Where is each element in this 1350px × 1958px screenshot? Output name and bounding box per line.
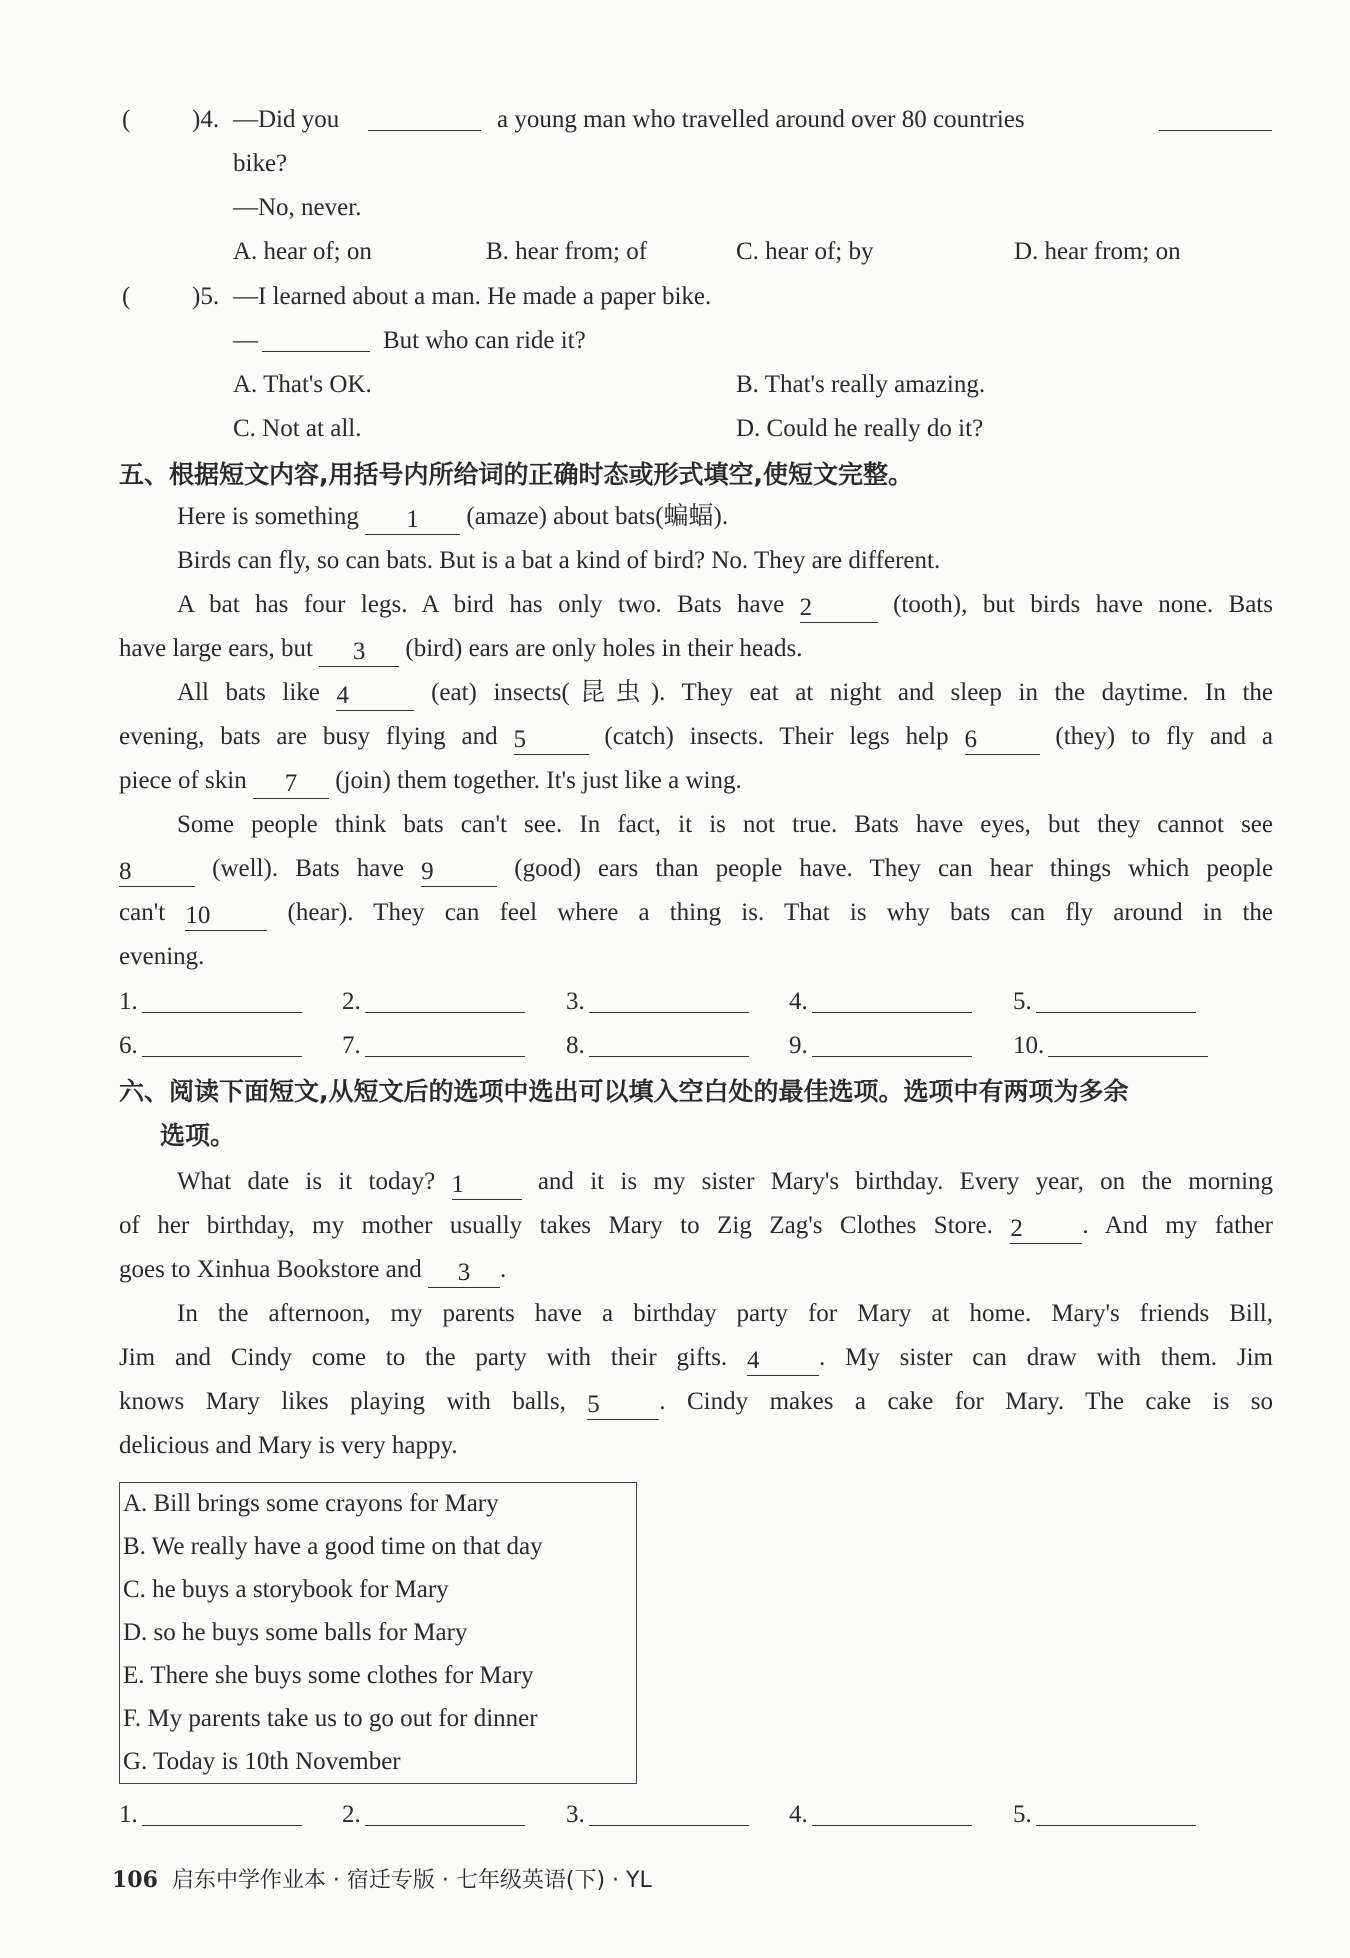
s6-answer-3[interactable]: 3. bbox=[566, 1795, 749, 1835]
q5-stem-b: But who can ride it? bbox=[383, 327, 586, 354]
option-b: B. We really have a good time on that day bbox=[123, 1533, 543, 1560]
q5-stem: —I learned about a man. He made a paper bike. bbox=[233, 283, 712, 310]
q4-stem-c: bike? bbox=[233, 150, 288, 177]
q5-option-a: A. That's OK. bbox=[233, 371, 372, 398]
s5-blank-9: 9 bbox=[421, 860, 497, 887]
q4-paren: ( bbox=[122, 106, 131, 133]
s5-line-5: All bats like 4 (eat) insects(昆虫). They eat at night and sleep in the daytime. In the bbox=[177, 679, 1273, 709]
q5-paren: ( bbox=[122, 283, 131, 310]
answer-line[interactable] bbox=[365, 1030, 525, 1057]
s5-line-3: A bat has four legs. A bird has only two. Bats have 2 (tooth), but birds have none. Bats bbox=[177, 591, 1273, 621]
page-footer bbox=[112, 1864, 652, 1897]
book-title: 启东中学作业本 · 宿迁专版 · 七年级英语(下) · YL bbox=[171, 1868, 652, 1893]
option-e: E. There she buys some clothes for Mary bbox=[123, 1662, 534, 1689]
s6-blank-2: 2 bbox=[1010, 1217, 1082, 1244]
s6-blank-3: 3 bbox=[428, 1261, 500, 1288]
s5-blank-6: 6 bbox=[965, 728, 1040, 755]
s6-answer-4[interactable]: 4. bbox=[789, 1795, 972, 1835]
answer-line[interactable] bbox=[589, 1030, 749, 1057]
s5-blank-5: 5 bbox=[514, 728, 589, 755]
s5-line-2: Birds can fly, so can bats. But is a bat a kind of bird? No. They are different. bbox=[177, 547, 941, 574]
q4-option-c: C. hear of; by bbox=[736, 238, 874, 265]
answer-line[interactable] bbox=[1036, 986, 1196, 1013]
s5-answer-3[interactable]: 3. bbox=[566, 982, 749, 1022]
option-a: A. Bill brings some crayons for Mary bbox=[123, 1490, 499, 1517]
s5-blank-7: 7 bbox=[253, 772, 329, 799]
section5-heading: 五、根据短文内容,用括号内所给词的正确时态或形式填空,使短文完整。 bbox=[119, 460, 913, 489]
s6-line-1: What date is it today? 1 and it is my sister Mary's birthday. Every year, on the morning bbox=[177, 1168, 1274, 1198]
s5-line-9: 8 (well). Bats have 9 (good) ears than people have. They can hear things which people bbox=[119, 855, 1274, 885]
s5-line-10: can't 10 (hear). They can feel where a thing is. That is why bats can fly around in the bbox=[119, 899, 1274, 929]
q5-option-c: C. Not at all. bbox=[233, 415, 362, 442]
s5-line-4: have large ears, but 3 (bird) ears are only holes in their heads. bbox=[119, 635, 803, 665]
q4-blank-2 bbox=[1159, 100, 1272, 140]
s6-answer-5[interactable]: 5. bbox=[1013, 1795, 1196, 1835]
s6-blank-5: 5 bbox=[587, 1393, 659, 1420]
q5-option-d: D. Could he really do it? bbox=[736, 415, 984, 442]
option-f: F. My parents take us to go out for dinner bbox=[123, 1705, 538, 1732]
option-g: G. Today is 10th November bbox=[123, 1748, 401, 1775]
s6-line-7: delicious and Mary is very happy. bbox=[119, 1432, 458, 1459]
q5-number: )5. bbox=[192, 283, 220, 310]
s5-blank-8: 8 bbox=[119, 860, 195, 887]
answer-line[interactable] bbox=[142, 986, 302, 1013]
s5-line-11: evening. bbox=[119, 943, 205, 970]
answer-line[interactable] bbox=[142, 1799, 302, 1826]
q4-stem-b: a young man who travelled around over 80 countries bbox=[497, 106, 1025, 133]
s6-answer-1[interactable]: 1. bbox=[119, 1795, 302, 1835]
s5-blank-1: 1 bbox=[365, 508, 460, 535]
q5-option-b: B. That's really amazing. bbox=[736, 371, 986, 398]
s5-answer-10[interactable]: 10. bbox=[1013, 1026, 1208, 1066]
q5-blank bbox=[262, 321, 370, 361]
q4-blank-1 bbox=[368, 100, 481, 140]
s6-line-4: In the afternoon, my parents have a birthday party for Mary at home. Mary's friends Bill, bbox=[177, 1300, 1273, 1327]
answer-line[interactable] bbox=[812, 986, 972, 1013]
answer-line[interactable] bbox=[142, 1030, 302, 1057]
s5-answer-1[interactable]: 1. bbox=[119, 982, 302, 1022]
s5-answer-9[interactable]: 9. bbox=[789, 1026, 972, 1066]
q5-dash: — bbox=[233, 327, 258, 354]
s5-answer-5[interactable]: 5. bbox=[1013, 982, 1196, 1022]
s5-blank-10: 10 bbox=[185, 904, 267, 931]
s6-answer-2[interactable]: 2. bbox=[342, 1795, 525, 1835]
q4-option-d: D. hear from; on bbox=[1014, 238, 1181, 265]
s5-line-1: Here is something 1 (amaze) about bats(蝙蝠). bbox=[177, 503, 729, 533]
s5-answer-4[interactable]: 4. bbox=[789, 982, 972, 1022]
page-number: 106 bbox=[112, 1867, 158, 1893]
answer-line[interactable] bbox=[589, 1799, 749, 1826]
s6-line-5: Jim and Cindy come to the party with their gifts. 4 . My sister can draw with them. Jim bbox=[119, 1344, 1273, 1374]
options-box bbox=[119, 1482, 637, 1784]
option-d: D. so he buys some balls for Mary bbox=[123, 1619, 468, 1646]
q4-option-a: A. hear of; on bbox=[233, 238, 372, 265]
section6-heading-cont: 选项。 bbox=[160, 1121, 236, 1150]
s5-answer-7[interactable]: 7. bbox=[342, 1026, 525, 1066]
option-c: C. he buys a storybook for Mary bbox=[123, 1576, 449, 1603]
s5-blank-4: 4 bbox=[336, 684, 414, 711]
s5-line-8: Some people think bats can't see. In fact, it is not true. Bats have eyes, but they cannot see bbox=[177, 811, 1273, 838]
s5-line-7: piece of skin 7 (join) them together. It's just like a wing. bbox=[119, 767, 742, 797]
s5-answer-2[interactable]: 2. bbox=[342, 982, 525, 1022]
q4-stem-a: —Did you bbox=[233, 106, 340, 133]
q4-reply: —No, never. bbox=[233, 194, 362, 221]
s6-line-2: of her birthday, my mother usually takes Mary to Zig Zag's Clothes Store. 2 . And my father bbox=[119, 1212, 1273, 1242]
q4-option-b: B. hear from; of bbox=[486, 238, 648, 265]
answer-line[interactable] bbox=[589, 986, 749, 1013]
s5-blank-3: 3 bbox=[319, 640, 399, 667]
answer-line[interactable] bbox=[1048, 1030, 1208, 1057]
answer-line[interactable] bbox=[365, 1799, 525, 1826]
answer-line[interactable] bbox=[1036, 1799, 1196, 1826]
answer-line[interactable] bbox=[812, 1799, 972, 1826]
s6-blank-1: 1 bbox=[452, 1173, 522, 1200]
section6-heading: 六、阅读下面短文,从短文后的选项中选出可以填入空白处的最佳选项。选项中有两项为多余 bbox=[119, 1077, 1129, 1106]
s5-line-6: evening, bats are busy flying and 5 (catch) insects. Their legs help 6 (they) to fly and a bbox=[119, 723, 1274, 753]
s5-answer-6[interactable]: 6. bbox=[119, 1026, 302, 1066]
answer-line[interactable] bbox=[812, 1030, 972, 1057]
s6-line-6: knows Mary likes playing with balls, 5 . Cindy makes a cake for Mary. The cake is so bbox=[119, 1388, 1273, 1418]
answer-line[interactable] bbox=[365, 986, 525, 1013]
s5-answer-8[interactable]: 8. bbox=[566, 1026, 749, 1066]
q4-number: )4. bbox=[192, 106, 220, 133]
s6-blank-4: 4 bbox=[747, 1349, 819, 1376]
s6-line-3: goes to Xinhua Bookstore and 3 . bbox=[119, 1256, 507, 1286]
s5-blank-2: 2 bbox=[800, 596, 878, 623]
